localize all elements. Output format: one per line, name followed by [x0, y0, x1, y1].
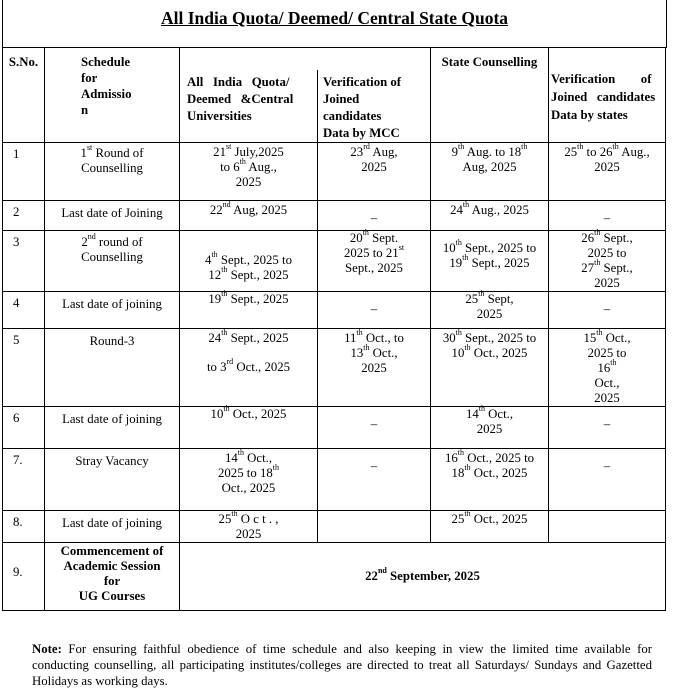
header-schedule-line: Schedule — [81, 55, 131, 69]
row-sno: 6 — [3, 406, 45, 448]
row-state-line: 10th Sept., 2025 to — [442, 238, 537, 255]
row-state-line: 10th Oct., 2025 — [451, 343, 528, 360]
row-verif-states — [549, 230, 666, 291]
header-verif-states-cell — [549, 48, 666, 143]
row-event: Last date of joining — [45, 406, 180, 448]
row-aiq-line: 10th Oct., 2025 — [210, 404, 287, 421]
row-event: Last date of joining — [45, 291, 180, 328]
row-state-line: 16th Oct., 2025 to — [444, 448, 535, 465]
header-aiq — [180, 70, 318, 143]
row-aiq-line: to 6th Aug., — [220, 157, 277, 174]
row-verif-states-line — [549, 511, 665, 525]
row-verif-states-line: 2025 to — [587, 345, 627, 360]
row-aiq — [180, 142, 318, 200]
row-verif-states — [549, 406, 666, 448]
row-state-line: 25th Oct., 2025 — [451, 509, 528, 526]
row-aiq-line: 14th Oct., — [224, 448, 273, 465]
header-spacer — [180, 48, 431, 70]
header-schedule — [45, 48, 180, 143]
row-aiq-line — [180, 346, 317, 360]
row-sno: 2 — [3, 200, 45, 230]
row-verif-mcc-line: 11th Oct., to — [344, 328, 404, 345]
table-row — [3, 291, 666, 328]
row-verif-mcc-line: – — [370, 301, 378, 316]
row-state-line: 24th Aug., 2025 — [450, 200, 529, 217]
row-event: Stray Vacancy — [45, 448, 180, 510]
header-verif-states-line: Data by states — [551, 108, 628, 122]
row-state-line: 9th Aug. to 18th — [451, 142, 528, 159]
row-state-line: 2025 — [476, 306, 503, 321]
row-verif-mcc — [318, 142, 431, 200]
row-sno: 7. — [3, 448, 45, 510]
row-verif-states-line: 15th Oct., — [583, 328, 631, 345]
row-event: 2nd round of Counselling — [45, 230, 180, 291]
row-verif-mcc — [318, 406, 431, 448]
row-verif-states-line: – — [603, 458, 611, 473]
header-verif-mcc-line: Joined — [323, 91, 360, 106]
row-state — [431, 142, 549, 200]
row-state-line: 25th Sept, — [465, 289, 514, 306]
header-verif-mcc-line: Verification of — [323, 74, 402, 89]
row-aiq-line: 24th Sept., 2025 — [208, 328, 289, 345]
row-state — [431, 448, 549, 510]
header-verif-mcc-line: candidates — [323, 108, 382, 123]
row-sno: 9. — [3, 542, 45, 610]
row-verif-states — [549, 291, 666, 328]
header-verif-states-line: Joined candidates — [551, 90, 656, 104]
row-aiq — [180, 200, 318, 230]
row-verif-states — [549, 448, 666, 510]
row-state-line: Aug, 2025 — [462, 159, 517, 174]
header-sno: S.No. — [3, 48, 45, 143]
header-verif-mcc — [318, 70, 431, 143]
row-aiq — [180, 406, 318, 448]
header-verif-states — [549, 70, 665, 124]
row-verif-states-line: 26th Sept., — [581, 228, 633, 245]
table-row — [3, 142, 666, 200]
header-row — [3, 48, 666, 70]
row-aiq-line: 2025 — [235, 526, 262, 541]
row-sno: 8. — [3, 510, 45, 542]
schedule-table — [2, 47, 666, 611]
note-text: For ensuring faithful obedience of time schedule and also keeping in view the limited time available for conducting counselling, all participating institutes/colleges are directed to treat all Saturdays/ Sundays and Gazetted Holidays as working days. — [32, 642, 652, 688]
row-state-line: 30th Sept., 2025 to — [442, 328, 537, 345]
row-verif-states-line: 27th Sept., — [581, 258, 633, 275]
row-verif-mcc-line: 2025 to 21st — [343, 243, 405, 260]
row-verif-states-line: 2025 — [594, 159, 620, 174]
row-verif-states-line: 2025 — [594, 390, 620, 405]
row-verif-mcc — [318, 448, 431, 510]
row-verif-states — [549, 200, 666, 230]
row-state-line: 18th Oct., 2025 — [451, 463, 528, 480]
row-verif-mcc — [318, 230, 431, 291]
row-state — [431, 230, 549, 291]
row-state-line: 2025 — [476, 421, 503, 436]
row-aiq — [180, 510, 318, 542]
row-verif-states — [549, 510, 666, 542]
header-aiq-line: Deemed &Central — [187, 91, 294, 106]
row-verif-mcc — [318, 510, 431, 542]
row-event: Last date of Joining — [45, 200, 180, 230]
row-verif-states-line: – — [603, 301, 611, 316]
row-state — [431, 200, 549, 230]
row-verif-states-line: 25th to 26th Aug., — [564, 142, 650, 159]
row-aiq-line: 4th Sept., 2025 to — [205, 250, 292, 267]
table-row — [3, 448, 666, 510]
note-label: Note: — [32, 642, 62, 656]
row-verif-mcc-line: Sept., 2025 — [345, 260, 403, 275]
row-verif-states-line: – — [603, 416, 611, 431]
row-verif-states-line: – — [603, 210, 611, 225]
note — [32, 641, 652, 689]
row-verif-states-line: 2025 to — [587, 245, 627, 260]
row-sno: 5 — [3, 328, 45, 406]
row-aiq-line: to 3rd Oct., 2025 — [206, 357, 291, 374]
row-aiq-line: 2025 to 18th — [218, 463, 279, 480]
table-row — [3, 230, 666, 291]
row-verif-states — [549, 142, 666, 200]
row-aiq — [180, 230, 318, 291]
row-aiq — [180, 291, 318, 328]
row-verif-states-line: 16th — [597, 358, 617, 375]
header-schedule-line: n — [81, 103, 89, 117]
table-row — [3, 510, 666, 542]
row-aiq-line: 2025 — [235, 174, 262, 189]
row-event: Commencement of Academic Session for UG Courses — [45, 542, 180, 610]
row-sno: 1 — [3, 142, 45, 200]
row-state-line: 19th Sept., 2025 — [449, 253, 530, 270]
row-event: 1st Round of Counselling — [45, 142, 180, 200]
header-schedule-line: Admissio — [81, 87, 132, 101]
row-verif-states-line: 2025 — [594, 275, 620, 290]
row-verif-mcc-line: 23rd Aug, — [350, 142, 398, 159]
row-aiq-line: 22nd Aug, 2025 — [209, 200, 288, 217]
row-sno: 4 — [3, 291, 45, 328]
row-sno: 3 — [3, 230, 45, 291]
page-title: All India Quota/ Deemed/ Central State Quota — [160, 8, 509, 28]
header-schedule-line: for — [81, 71, 98, 85]
row-verif-mcc — [318, 200, 431, 230]
row-aiq — [180, 328, 318, 406]
header-aiq-line: Universities — [187, 108, 252, 123]
row-state — [431, 510, 549, 542]
header-aiq-line: All India Quota/ — [187, 74, 290, 89]
row-aiq-line: 21st July,2025 — [213, 142, 284, 159]
table-row-final — [3, 542, 666, 610]
header-verif-mcc-line: Data by MCC — [323, 125, 400, 140]
row-aiq — [180, 448, 318, 510]
row-verif-states — [549, 328, 666, 406]
row-state — [431, 406, 549, 448]
header-verif-states-line: Verification of — [551, 72, 652, 86]
header-state: State Counselling — [431, 48, 549, 143]
table-row — [3, 328, 666, 406]
row-verif-mcc-line: 13th Oct., — [350, 343, 398, 360]
row-verif-mcc-line: – — [370, 210, 378, 225]
row-commencement-date: 22nd September, 2025 — [180, 542, 666, 610]
row-event: Round-3 — [45, 328, 180, 406]
row-verif-states-line: Oct., — [594, 375, 620, 390]
row-event: Last date of joining — [45, 510, 180, 542]
row-aiq-line: Oct., 2025 — [221, 480, 276, 495]
row-verif-mcc-line: – — [370, 458, 378, 473]
row-verif-mcc — [318, 291, 431, 328]
row-verif-mcc-line: – — [370, 416, 378, 431]
table-row — [3, 406, 666, 448]
row-verif-mcc-line: 2025 — [361, 360, 387, 375]
table-row — [3, 200, 666, 230]
row-verif-mcc-line: 2025 — [361, 159, 387, 174]
row-verif-mcc-line — [318, 511, 430, 525]
row-aiq-line: 25th O c t . , — [218, 509, 279, 526]
row-state — [431, 328, 549, 406]
row-aiq-line: 19th Sept., 2025 — [208, 289, 289, 306]
row-state-line: 14th Oct., — [465, 404, 514, 421]
row-aiq-line: 12th Sept., 2025 — [208, 265, 289, 282]
row-verif-mcc — [318, 328, 431, 406]
row-verif-mcc-line: 20th Sept. — [349, 228, 399, 245]
row-state — [431, 291, 549, 328]
